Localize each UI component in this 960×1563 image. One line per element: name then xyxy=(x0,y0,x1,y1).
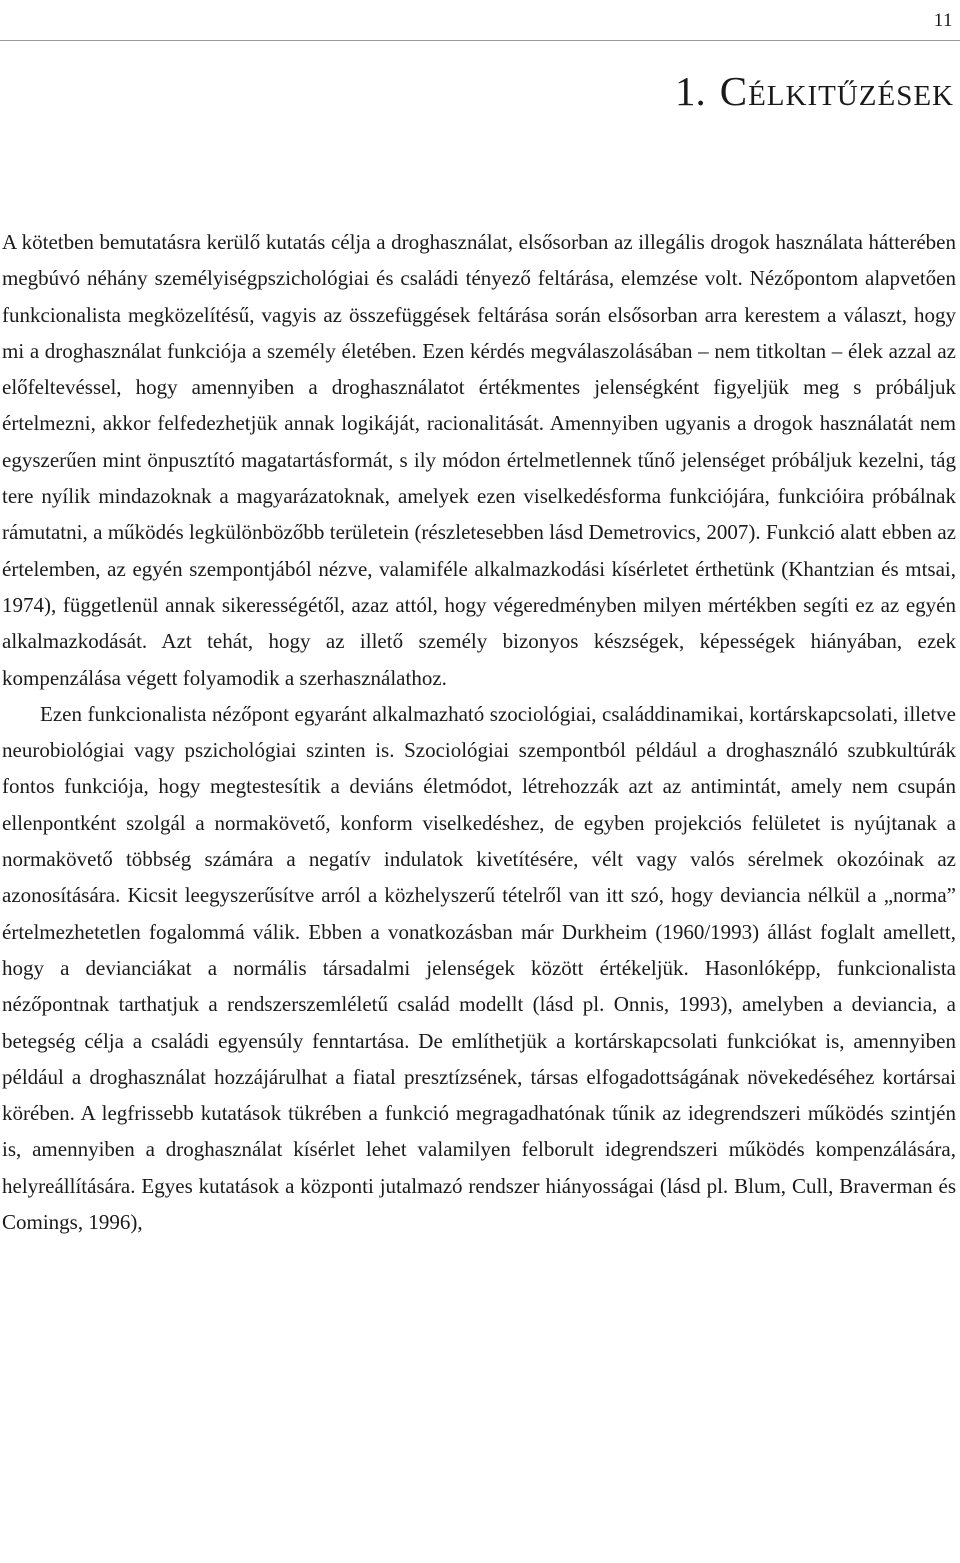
chapter-title xyxy=(675,66,954,116)
chapter-number: 1. xyxy=(675,68,706,114)
page-number: 11 xyxy=(933,10,953,31)
body-text xyxy=(2,224,956,1240)
paragraph: A kötetben bemutatásra kerülő kutatás célja a droghasználat, elsősorban az illegális drogok használata hátterében megbúvó néhány személyiségpszichológiai és családi tényező feltárása, elemzése volt. Nézőpontom alapvetően funkcionalista megközelítésű, vagyis az összefüggések feltárása során elsősorban arra kerestem a választ, hogy mi a droghasználat funkciója a személy életében. Ezen kérdés megválaszolásában – nem titkoltan – élek azzal az előfeltevéssel, hogy amennyiben a droghasználatot értékmentes jelenségként figyeljük meg s próbáljuk értelmezni, akkor felfedezhetjük annak logikáját, racionalitását. Amennyiben ugyanis a drogok használatát nem egyszerűen mint önpusztító magatartásformát, s ily módon értelmetlennek tűnő jelenséget próbáljuk kezelni, tág tere nyílik mindazoknak a magyarázatoknak, amelyek ezen viselkedésforma funkciójára, funkcióira próbálnak rámutatni, a működés legkülönbözőbb területein (részletesebben lásd Demetrovics, 2007). Funkció alatt ebben az értelemben, az egyén szempontjából nézve, valamiféle alkalmazkodási kísérletet érthetünk (Khantzian és mtsai, 1974), függetlenül annak sikerességétől, azaz attól, hogy végeredményben milyen mértékben segíti ez az egyén alkalmazkodását. Azt tehát, hogy az illető személy bizonyos készségek, képességek hiányában, ezek kompenzálása végett folyamodik a szerhasználathoz. xyxy=(2,230,956,690)
header-rule xyxy=(0,40,960,41)
chapter-title-text: Célkitűzések xyxy=(719,68,954,114)
paragraph: Ezen funkcionalista nézőpont egyaránt alkalmazható szociológiai, családdinamikai, kortárskapcsolati, illetve neurobiológiai vagy pszichológiai szinten is. Szociológiai szempontból például a droghasználó szubkultúrák fontos funkciója, hogy megtestesítik a deviáns életmódot, létrehozzák azt az antimintát, amely nem csupán ellenpontként szolgál a normakövető, konform viselkedéshez, de egyben projekciós felületet is nyújtanak a normakövető többség számára a negatív indulatok kivetítésére, vélt vagy valós sérelmek okozóinak az azonosítására. Kicsit leegyszerűsítve arról a közhelyszerű tételről van itt szó, hogy deviancia nélkül a „norma” értelmezhetetlen fogalommá válik. Ebben a vonatkozásban már Durkheim (1960/1993) állást foglalt amellett, hogy a devianciákat a normális társadalmi jelenségek között értékeljük. Hasonlóképp, funkcionalista nézőpontnak tarthatjuk a rendszerszemléletű család modellt (lásd pl. Onnis, 1993), amelyben a deviancia, a betegség célja a családi egyensúly fenntartása. De említhetjük a kortárskapcsolati funkciókat is, amennyiben például a droghasználat hozzájárulhat a fiatal presztízsének, társas elfogadottságának növekedéséhez kortársai körében. A legfrissebb kutatások tükrében a funkció megragadhatónak tűnik az idegrendszeri működés szintjén is, amennyiben a droghasználat kísérlet lehet valamilyen felborult idegrendszeri működés kompenzálására, helyreállítására. Egyes kutatások a központi jutalmazó rendszer hiányosságai (lásd pl. Blum, Cull, Braverman és Comings, 1996), xyxy=(2,701,956,1235)
